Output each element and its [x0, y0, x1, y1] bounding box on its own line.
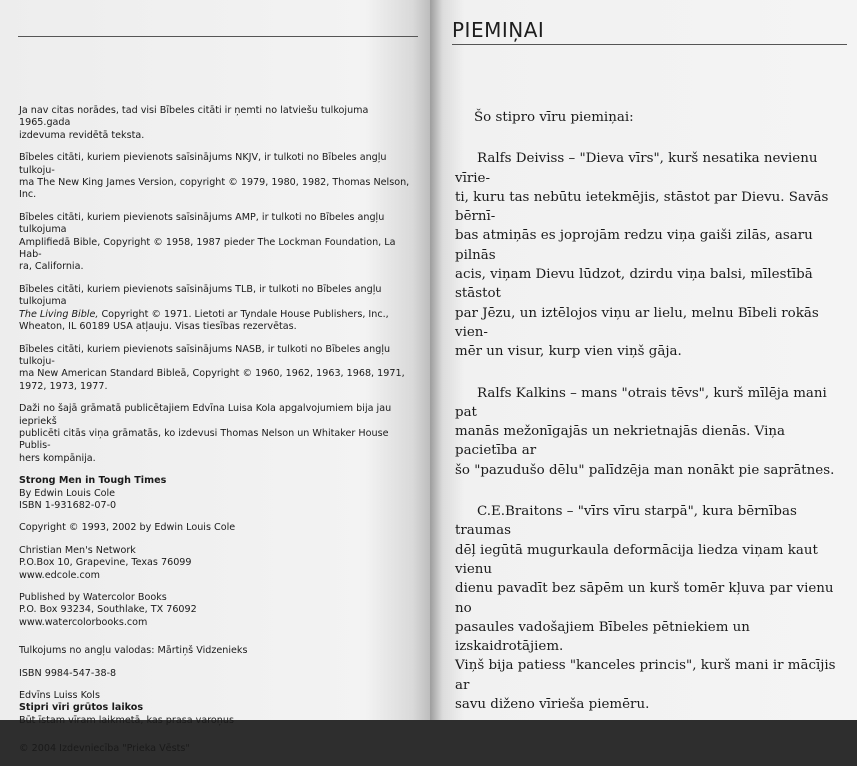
latvian-isbn: ISBN 9984-547-38-8: [19, 667, 117, 679]
dedication-intro: Šo stipro vīru piemiņai:: [474, 110, 634, 125]
right-header-rule: [452, 44, 847, 45]
dedication-paragraph-3: C.E.Braitons – "vīrs vīru starpā", kura bērnības traumas dēļ iegūtā mugurkaula deformācija liedza viņam kaut vienu dienu pavadīt bez sāpēm un kurš tomēr kļuva par vienu no pasaules vadošajiem Bībeles pētniekiem un izskaidrotājiem. Viņš bija patiess "kanceles princis", kurš mani ir mācījis ar savu diženo vīrieša piemēru.: [455, 504, 836, 713]
original-title: Strong Men in Tough Times: [19, 475, 167, 487]
note-paragraph-tlb: Bībeles citāti, kuriem pievienots saīsinājums TLB, ir tulkoti no Bībeles angļu tulkojuma The Living Bible, Copyright © 1971. Lietoti ar Tyndale House Publishers, Inc., Wheaton, IL 60189 USA atļauju. Visas tiesības rezervētas.: [19, 283, 389, 333]
translator-credit: Tulkojums no angļu valodas: Mārtiņš Vidzenieks: [19, 645, 248, 657]
left-page: [0, 0, 430, 755]
original-book-info: [19, 475, 417, 512]
note-paragraph-nasb: Bībeles citāti, kuriem pievienots saīsinājums NASB, ir tulkoti no Bībeles angļu tulkoju- ma New American Standard Bibleā, Copyright © 1960, 1962, 1963, 1968, 1971, 1972, 1973, 1977.: [19, 343, 405, 392]
note-paragraph-amp: Bībeles citāti, kuriem pievienots saīsinājums AMP, ir tulkoti no Bībeles angļu tulkojuma Amplifiedā Bible, Copyright © 1958, 1987 pieder The Lockman Foundation, La Hab- ra, California.: [19, 211, 396, 273]
latvian-author: Edvīns Luiss Kols: [19, 690, 100, 702]
dedication-paragraph-2: Ralfs Kalkins – mans "otrais tēvs", kurš mīlēja mani pat manās mežonīgajās un nekrietnajās dienās. Viņa pacietība ar šo "pazudušo dēlu" palīdzēja man nonākt pie saprātnes.: [455, 385, 835, 478]
publisher-address: Published by Watercolor Books P.O. Box 93234, Southlake, TX 76092 www.watercolorbooks.com: [19, 592, 197, 628]
original-isbn: ISBN 1-931682-07-0: [19, 499, 117, 511]
note-paragraph-previous: Daži no šajā grāmatā publicētajiem Edvīna Luisa Kola apgalvojumiem bija jau iepriekš publicēti citās viņa grāmatās, ko izdevusi Thomas Nelson un Whitaker House Publis- hers kompānija.: [19, 403, 392, 464]
original-copyright: Copyright © 1993, 2002 by Edwin Louis Cole: [19, 522, 236, 534]
original-author: By Edwin Louis Cole: [19, 487, 116, 499]
latvian-subtitle: Būt īstam vīram laikmetā, kas prasa varoņus: [19, 714, 234, 726]
note-paragraph-1: Ja nav citas norādes, tad visi Bībeles citāti ir ņemti no latviešu tulkojuma 1965.gada izdevuma revidētā teksta.: [19, 105, 369, 141]
dedication-text: [455, 108, 845, 736]
page-heading: PIEMIŅAI: [452, 18, 545, 42]
left-header-rule: [18, 36, 418, 37]
note-paragraph-nkjv: Bībeles citāti, kuriem pievienots saīsinājums NKJV, ir tulkoti no Bībeles angļu tulkoju- ma The New King James Version, copyright © 1979, 1980, 1982, Thomas Nelson, Inc.: [19, 152, 410, 201]
dedication-paragraph-1: Ralfs Deiviss – "Dieva vīrs", kurš nesatika nevienu vīrie- ti, kuru tas nebūtu ietekmējis, stāstot par Dievu. Savās bērnī- bas atmiņās es joprojām redzu viņa gaiši zilās, asaru pilnās acis, viņam Dievu lūdzot, dzirdu viņa balsi, mīlestībā stāstot par Jēzu, un iztēlojos viņu ar lielu, melnu Bībeli rokās vien- mēr un visur, kurp vien viņš gāja.: [455, 151, 829, 360]
network-address: Christian Men's Network P.O.Box 10, Grapevine, Texas 76099 www.edcole.com: [19, 544, 192, 581]
latvian-title: Stipri vīri grūtos laikos: [19, 702, 144, 714]
copyright-page-text: [19, 105, 417, 766]
latvian-book-info: [19, 690, 417, 727]
latvian-copyright: © 2004 Izdevniecība "Prieka Vēsts": [19, 743, 190, 755]
